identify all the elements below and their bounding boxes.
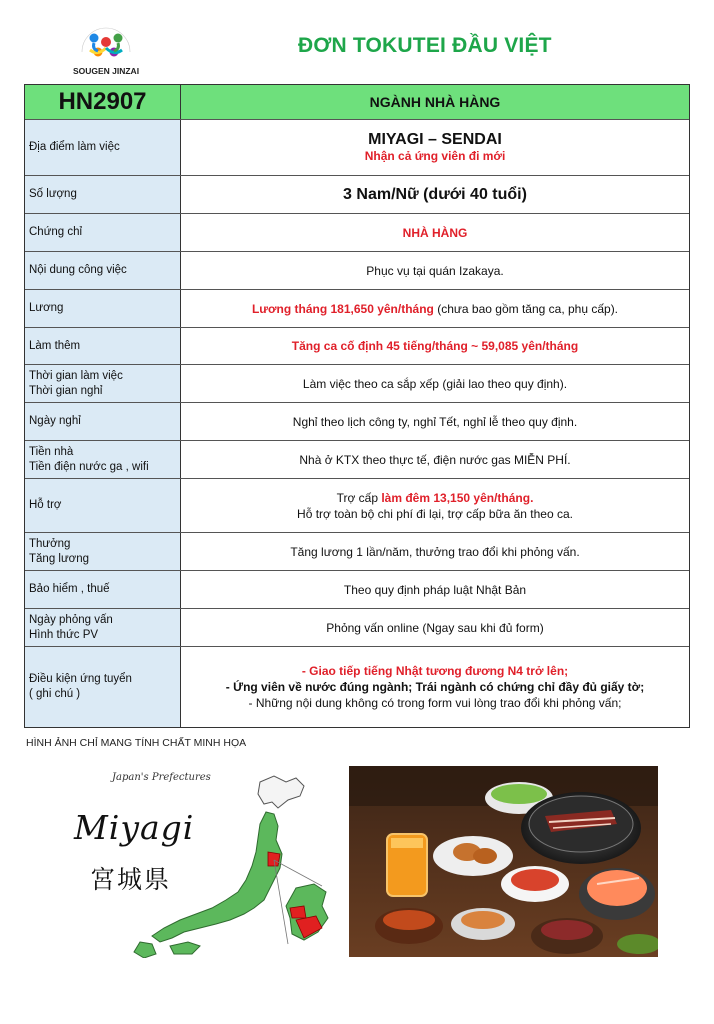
label-working-time: Thời gian làm việc [29, 369, 123, 382]
label-rent: Tiền nhà [29, 445, 74, 458]
label-salary: Lương [25, 290, 181, 327]
row-conditions [25, 647, 689, 727]
value-overtime: Tăng ca cố định 45 tiếng/tháng ~ 59,085 yên/tháng [291, 339, 579, 353]
row-housing [25, 441, 689, 479]
map-subtitle: Japan's Prefectures [112, 772, 211, 783]
value-certificate: NHÀ HÀNG [402, 225, 468, 240]
map-prefecture-kanji: 宮城県 [90, 865, 172, 894]
yakiniku-food-photo [349, 766, 658, 957]
value-job-content: Phục vụ tại quán Izakaya. [366, 263, 504, 278]
row-certificate [25, 214, 689, 252]
condition-field: - Ứng viên về nước đúng ngành; Trái ngành có chứng chỉ đầy đủ giấy tờ; [225, 680, 645, 694]
label-support: Hỗ trợ [25, 479, 181, 532]
label-overtime: Làm thêm [25, 328, 181, 364]
value-holidays: Nghỉ theo lịch công ty, nghỉ Tết, nghỉ lễ theo quy định. [292, 414, 578, 429]
food-illustration-icon [349, 766, 658, 957]
value-support [181, 479, 689, 532]
miyagi-map-image [60, 768, 335, 958]
label-quantity: Số lượng [25, 176, 181, 213]
salary-note: (chưa bao gồm tăng ca, phụ cấp). [433, 301, 619, 316]
row-location [25, 120, 689, 176]
document-title: ĐƠN TOKUTEI ĐẦU VIỆT [298, 34, 552, 57]
label-housing [25, 441, 181, 478]
label-bonus-1: Thưởng [29, 537, 71, 550]
label-utilities: Tiền điện nước ga , wifi [29, 460, 149, 473]
location-name: MIYAGI – SENDAI [368, 130, 502, 148]
row-support [25, 479, 689, 533]
job-details-table [24, 84, 690, 728]
label-interview-form: Hình thức PV [29, 628, 99, 641]
row-bonus [25, 533, 689, 571]
label-break-time: Thời gian nghỉ [29, 384, 103, 397]
label-bonus [25, 533, 181, 570]
value-housing: Nhà ở KTX theo thực tế, điện nước gas MIỄN PHÍ. [299, 452, 571, 467]
value-interview: Phỏng vấn online (Ngay sau khi đủ form) [326, 620, 544, 635]
value-location [181, 120, 689, 175]
value-salary [181, 290, 689, 327]
support-travel-meal: Hỗ trợ toàn bộ chi phí đi lại, trợ cấp bữa ăn theo ca. [297, 506, 573, 521]
label-conditions [25, 647, 181, 727]
job-code: HN2907 [25, 85, 181, 119]
label-job-content: Nội dung công việc [25, 252, 181, 289]
row-holidays [25, 403, 689, 441]
map-prefecture-name: Miyagi [74, 808, 195, 847]
job-sector: NGÀNH NHÀ HÀNG [369, 94, 501, 110]
value-insurance: Theo quy định pháp luật Nhật Bản [343, 582, 527, 597]
row-job-content [25, 252, 689, 290]
row-interview [25, 609, 689, 647]
label-interview-date: Ngày phỏng vấn [29, 613, 113, 626]
row-insurance [25, 571, 689, 609]
value-hours: Làm việc theo ca sắp xếp (giải lao theo quy định). [302, 376, 568, 391]
people-circle-logo-icon [60, 12, 152, 68]
condition-other: - Những nội dung không có trong form vui lòng trao đổi khi phỏng vấn; [248, 696, 622, 710]
logo-text: SOUGEN JINZAI [72, 66, 140, 76]
sougen-jinzai-logo [60, 12, 152, 78]
label-insurance: Bảo hiểm , thuế [25, 571, 181, 608]
label-holidays: Ngày nghỉ [25, 403, 181, 440]
value-bonus: Tăng lương 1 lần/năm, thưởng trao đổi khi phỏng vấn. [290, 544, 580, 559]
support-prefix: Trợ cấp [336, 490, 382, 505]
table-header-row [25, 85, 689, 120]
row-overtime [25, 328, 689, 365]
label-hours [25, 365, 181, 402]
illustration-note: HÌNH ẢNH CHỈ MANG TÍNH CHẤT MINH HỌA [26, 737, 247, 749]
label-raise: Tăng lương [29, 552, 89, 565]
label-interview [25, 609, 181, 646]
label-location: Địa điểm làm việc [25, 120, 181, 175]
value-conditions [181, 647, 689, 727]
location-note: Nhận cả ứng viên đi mới [364, 148, 506, 163]
value-quantity: 3 Nam/Nữ (dưới 40 tuổi) [343, 185, 527, 203]
condition-japanese-level: - Giao tiếp tiếng Nhật tương đương N4 trở lên; [301, 664, 569, 678]
row-hours [25, 365, 689, 403]
label-conditions-2: ( ghi chú ) [29, 688, 81, 700]
label-certificate: Chứng chỉ [25, 214, 181, 251]
support-night-allowance: làm đêm 13,150 yên/tháng. [381, 490, 534, 505]
salary-amount: Lương tháng 181,650 yên/tháng [251, 301, 434, 316]
row-quantity [25, 176, 689, 214]
label-conditions-1: Điều kiện ứng tuyển [29, 673, 132, 685]
row-salary [25, 290, 689, 328]
page-header [0, 0, 714, 84]
